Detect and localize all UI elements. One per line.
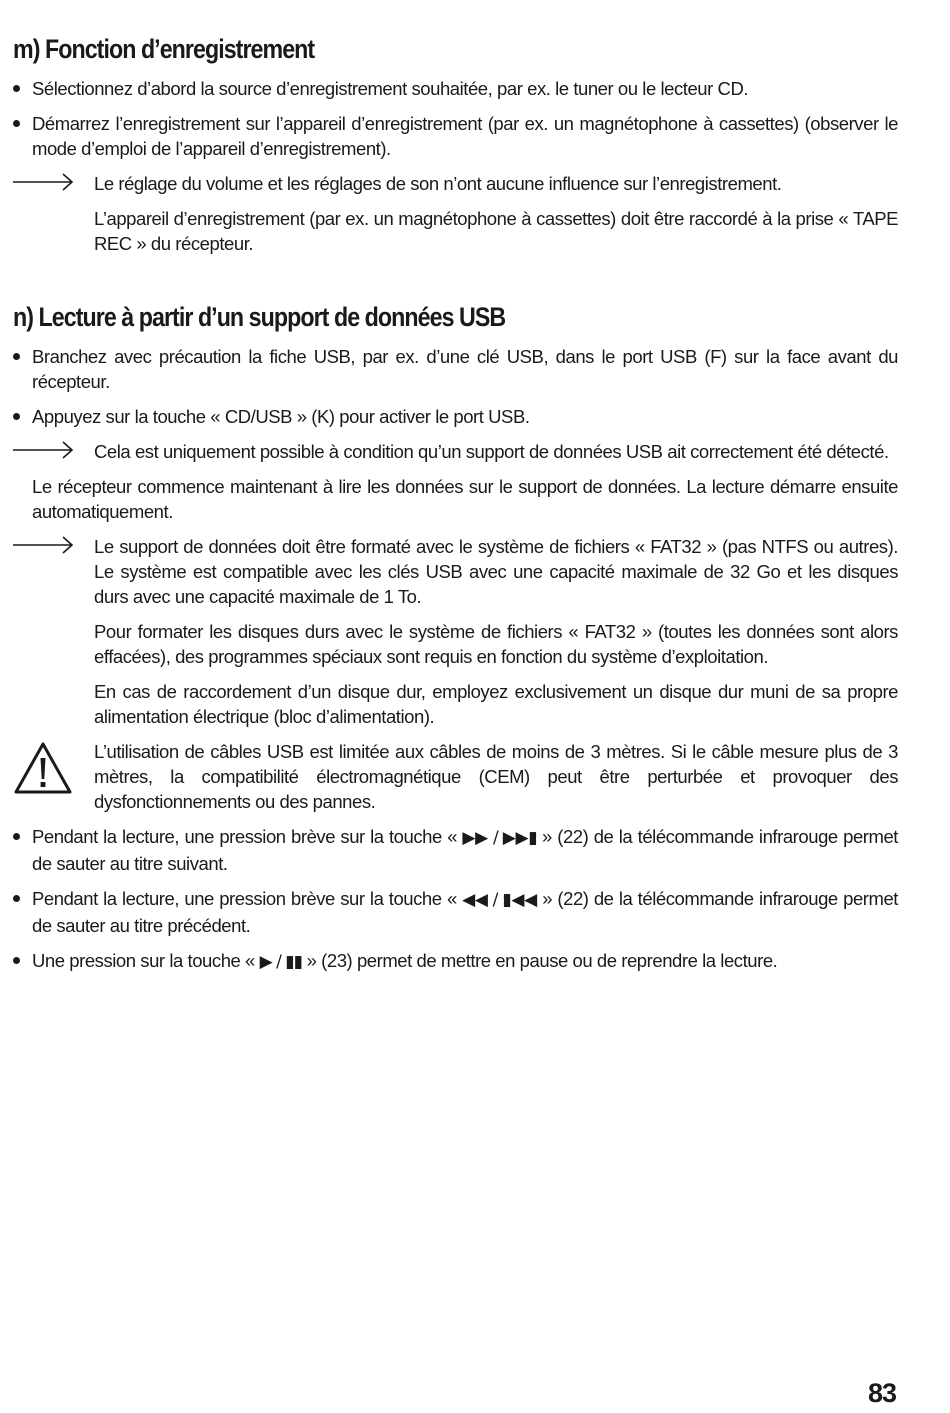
previous-track-symbol: ◀◀ / ▮◀◀ <box>462 890 537 910</box>
list-item-text: Branchez avec précaution la fiche USB, par ex. d’une clé USB, dans le port USB (F) sur la face avant du récepteur. <box>32 346 898 392</box>
play-pause-symbol: ▶ / ▮▮ <box>259 952 302 972</box>
section-m-title: m) Fonction d’enregistrement <box>13 34 315 64</box>
note-text: Le réglage du volume et les réglages de son n’ont aucune influence sur l’enregistrement. <box>94 173 782 194</box>
list-item-text: Démarrez l’enregistrement sur l’appareil d’enregistrement (par ex. un magnétophone à cassettes) (observer le mode d’emploi de l’appareil d’enregistrement). <box>32 113 898 159</box>
paragraph: Le récepteur commence maintenant à lire les données sur le support de données. La lecture démarre ensuite automatiquement. <box>32 476 898 522</box>
bullet-dot <box>13 895 20 902</box>
warning-block <box>13 739 898 814</box>
list-item <box>13 76 898 101</box>
note-block <box>13 679 898 729</box>
list-item <box>13 344 898 394</box>
bullet-dot <box>13 957 20 964</box>
note-text: Pour formater les disques durs avec le système de fichiers « FAT32 » (toutes les données sont alors effacées), des programmes spéciaux sont requis en fonction du système d’exploitation. <box>94 621 898 667</box>
bullet-dot <box>13 413 20 420</box>
bullet-dot <box>13 353 20 360</box>
list-item <box>13 824 898 876</box>
note-text: En cas de raccordement d’un disque dur, employez exclusivement un disque dur muni de sa propre alimentation électrique (bloc d’alimentation). <box>94 681 898 727</box>
list-item <box>13 404 898 429</box>
bullet-dot <box>13 120 20 127</box>
page-number: 83 <box>868 1378 897 1408</box>
bullet-dot <box>13 85 20 92</box>
next-track-symbol: ▶▶ / ▶▶▮ <box>462 828 537 848</box>
list-item-text: Sélectionnez d’abord la source d’enregistrement souhaitée, par ex. le tuner ou le lecteur CD. <box>32 78 749 99</box>
note-text: Le support de données doit être formaté avec le système de fichiers « FAT32 » (pas NTFS ou autres). Le système est compatible avec les clés USB avec une capacité maximale de 32 Go et les disques durs avec une capacité maximale de 1 To. <box>94 536 898 607</box>
list-item-text: » (22) de la télécommande infrarouge permet de sauter au titre précédent. <box>32 888 898 936</box>
list-item-text: Pendant la lecture, une pression brève sur la touche « <box>32 888 457 909</box>
list-item-text: » (23) permet de mettre en pause ou de reprendre la lecture. <box>306 950 778 971</box>
arrow-right-icon <box>13 534 75 556</box>
warning-triangle-icon <box>13 741 73 795</box>
note-block <box>13 619 898 669</box>
note-block <box>13 534 898 609</box>
list-item-text: Pendant la lecture, une pression brève sur la touche « <box>32 826 458 847</box>
list-item-text: Appuyez sur la touche « CD/USB » (K) pour activer le port USB. <box>32 406 530 427</box>
note-text: L’appareil d’enregistrement (par ex. un magnétophone à cassettes) doit être raccordé à la prise « TAPE REC » du récepteur. <box>94 208 898 254</box>
arrow-right-icon <box>13 439 75 461</box>
list-item-text: Une pression sur la touche « <box>32 950 255 971</box>
page-content <box>13 30 898 975</box>
list-item <box>13 886 898 938</box>
note-block <box>13 171 898 196</box>
warning-text: L’utilisation de câbles USB est limitée aux câbles de moins de 3 mètres. Si le câble mesure plus de 3 mètres, la compatibilité électromagnétique (CEM) peut être perturbée et provoquer des dysfonctionnements ou des pannes. <box>94 741 898 812</box>
note-block <box>13 439 898 464</box>
arrow-right-icon <box>13 171 75 193</box>
note-block <box>13 206 898 256</box>
note-text: Cela est uniquement possible à condition qu’un support de données USB ait correctement été détecté. <box>94 441 889 462</box>
list-item <box>13 948 898 975</box>
section-n-title: n) Lecture à partir d’un support de données USB <box>13 302 506 332</box>
list-item-text: » (22) de la télécommande infrarouge permet de sauter au titre suivant. <box>32 826 898 874</box>
bullet-dot <box>13 833 20 840</box>
list-item <box>13 111 898 161</box>
